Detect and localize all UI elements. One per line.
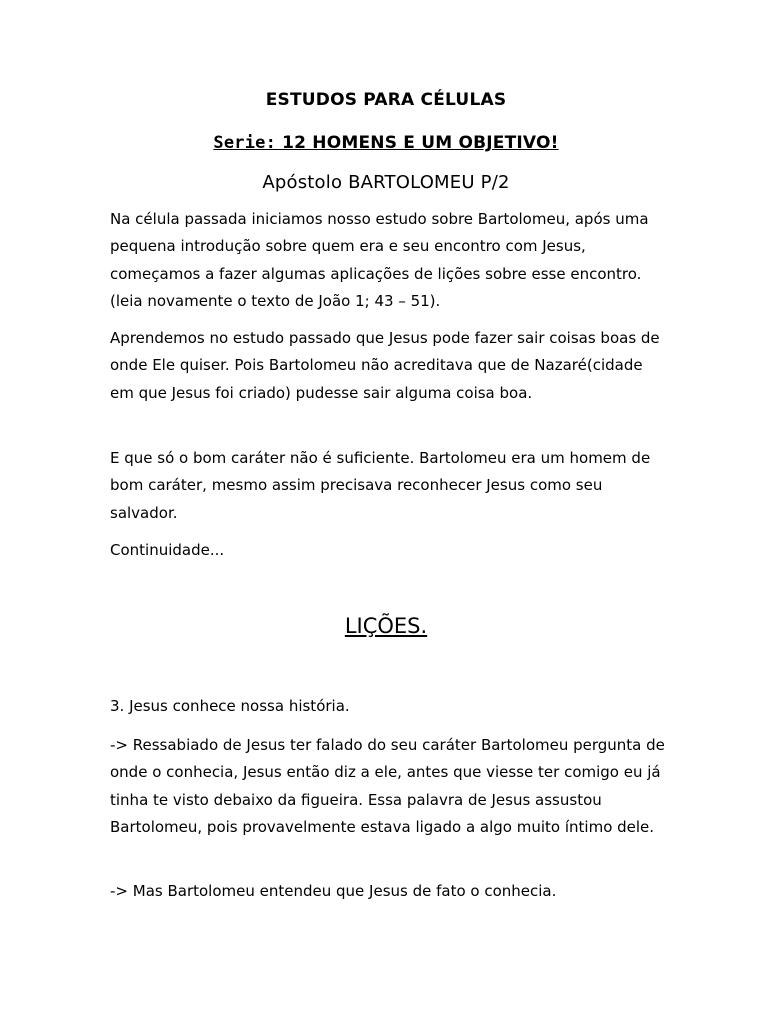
document-subheading: Apóstolo BARTOLOMEU P/2 (262, 172, 510, 193)
lesson-title: 3. Jesus conhece nossa história. (110, 697, 350, 715)
lesson-point-2: -> Mas Bartolomeu entendeu que Jesus de fato o conhecia. (110, 882, 557, 900)
paragraph-previous-study: Aprendemos no estudo passado que Jesus pode fazer sair coisas boas de onde Ele quiser. Pois Bartolomeu não acreditava que de Nazaré(cidade em que Jesus foi criado) pudesse sair alguma coisa boa. (110, 329, 660, 402)
document-heading: ESTUDOS PARA CÉLULAS (265, 90, 507, 110)
paragraph-intro: Na célula passada iniciamos nosso estudo sobre Bartolomeu, após uma pequena introdução sobre quem era e seu encontro com Jesus, começamos a fazer algumas aplicações de lições sobre esse encontro. (leia novamente o texto de João 1; 43 – 51). (110, 210, 649, 310)
lessons-heading: LIÇÕES. (344, 614, 428, 638)
paragraph-continuation: Continuidade... (110, 541, 225, 559)
paragraph-character: E que só o bom caráter não é suficiente. Bartolomeu era um homem de bom caráter, mesmo assim precisava reconhecer Jesus como seu salvador. (110, 449, 651, 522)
series-label: Serie: (213, 133, 276, 153)
lesson-point-1: -> Ressabiado de Jesus ter falado do seu caráter Bartolomeu pergunta de onde o conhecia, Jesus então diz a ele, antes que viesse ter comigo eu já tinha te visto debaixo da figueira. Essa palavra de Jesus assustou Bartolomeu, pois provavelmente estava ligado a algo muito íntimo dele. (110, 736, 665, 836)
series-title (110, 133, 662, 153)
series-name: 12 HOMENS E UM OBJETIVO! (276, 133, 559, 153)
